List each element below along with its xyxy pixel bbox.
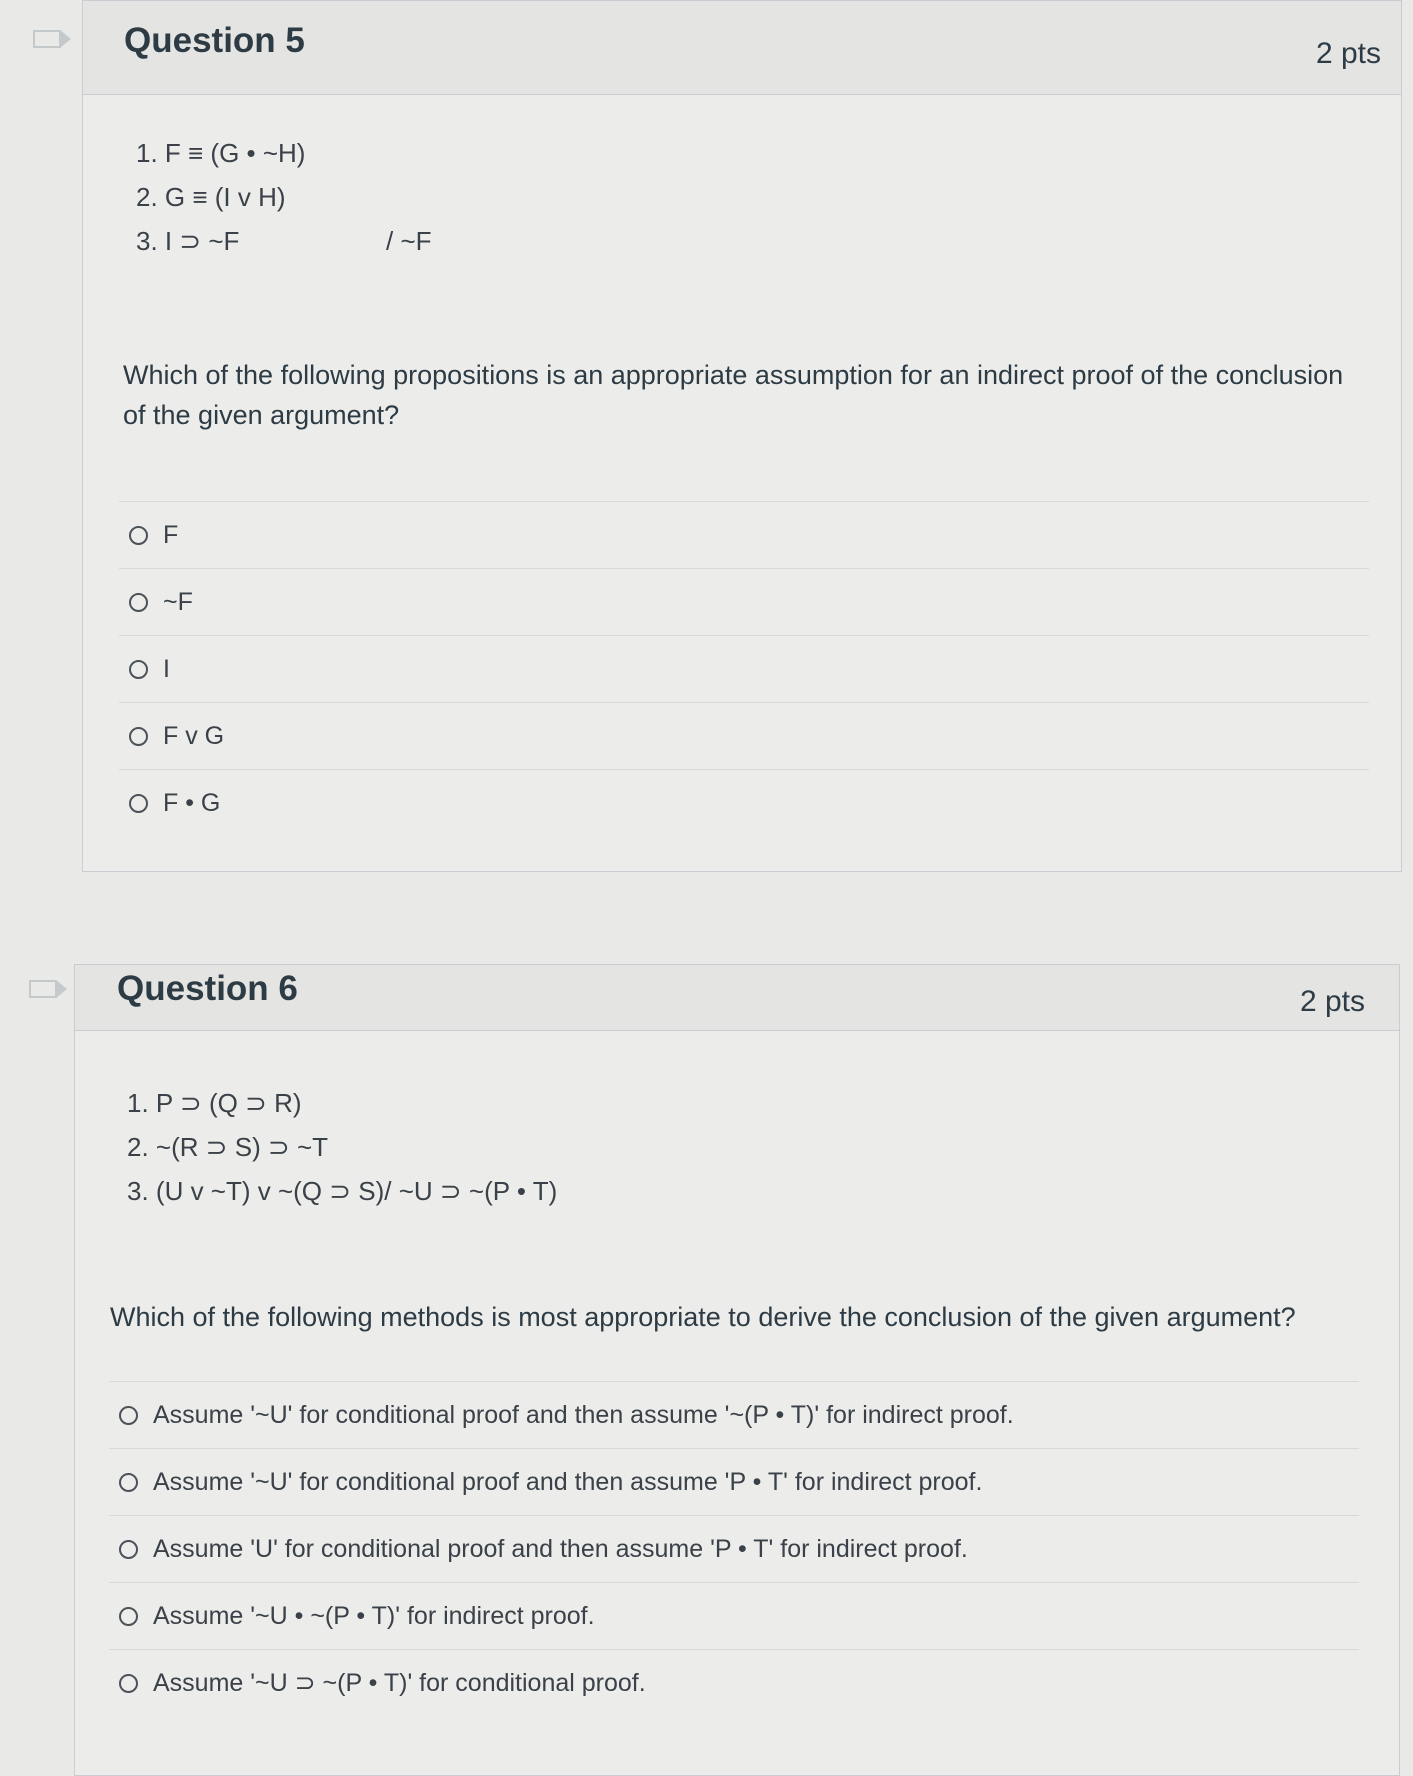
- question-5-title: Question 5: [124, 21, 305, 60]
- flag-question-icon[interactable]: [33, 30, 61, 48]
- answer-option[interactable]: F v G: [119, 702, 1369, 769]
- premise-1: 1. F ≡ (G • ~H): [136, 138, 306, 168]
- radio-button[interactable]: [129, 727, 148, 746]
- answer-option[interactable]: I: [119, 635, 1369, 702]
- flag-question-icon[interactable]: [29, 980, 57, 998]
- question-5-header: [83, 1, 1401, 95]
- answer-option[interactable]: F: [119, 501, 1369, 568]
- question-5-premises: [136, 131, 432, 263]
- radio-button[interactable]: [119, 1473, 138, 1492]
- conclusion-marker: / ~F: [386, 226, 432, 256]
- question-5-card: [82, 0, 1402, 872]
- radio-button[interactable]: [119, 1674, 138, 1693]
- answer-option[interactable]: Assume '~U' for conditional proof and then assume '~(P • T)' for indirect proof.: [109, 1381, 1359, 1448]
- radio-button[interactable]: [129, 794, 148, 813]
- question-6-premises: [127, 1081, 557, 1213]
- answer-option[interactable]: Assume '~U ⊃ ~(P • T)' for conditional proof.: [109, 1649, 1359, 1716]
- radio-button[interactable]: [119, 1406, 138, 1425]
- premise-3: 3. I ⊃ ~F / ~F: [136, 219, 305, 263]
- question-6-title: Question 6: [117, 969, 298, 1008]
- question-5-text: Which of the following propositions is an appropriate assumption for an indirect proof of the conclusion of the given argument?: [123, 360, 1344, 430]
- radio-button[interactable]: [129, 593, 148, 612]
- question-6-header: [75, 965, 1399, 1031]
- radio-button[interactable]: [119, 1607, 138, 1626]
- answer-option[interactable]: Assume 'U' for conditional proof and then assume 'P • T' for indirect proof.: [109, 1515, 1359, 1582]
- radio-button[interactable]: [119, 1540, 138, 1559]
- answer-option[interactable]: Assume '~U' for conditional proof and then assume 'P • T' for indirect proof.: [109, 1448, 1359, 1515]
- question-5-points: 2 pts: [1315, 37, 1381, 70]
- premise-2: 2. G ≡ (I v H): [136, 182, 286, 212]
- question-5-answers: [119, 501, 1369, 836]
- premise-3: 3. (U v ~T) v ~(Q ⊃ S)/ ~U ⊃ ~(P • T): [127, 1176, 558, 1206]
- question-6-card: [74, 964, 1400, 1776]
- radio-button[interactable]: [129, 660, 148, 679]
- question-6-text: Which of the following methods is most appropriate to derive the conclusion of the given argument?: [110, 1302, 1296, 1332]
- premise-2: 2. ~(R ⊃ S) ⊃ ~T: [127, 1132, 329, 1162]
- radio-button[interactable]: [129, 526, 148, 545]
- answer-option[interactable]: ~F: [119, 568, 1369, 635]
- premise-1: 1. P ⊃ (Q ⊃ R): [127, 1088, 302, 1118]
- answer-option[interactable]: F • G: [119, 769, 1369, 836]
- question-6-points: 2 pts: [1299, 985, 1365, 1018]
- question-6-answers: [109, 1381, 1359, 1716]
- answer-option[interactable]: Assume '~U • ~(P • T)' for indirect proof.: [109, 1582, 1359, 1649]
